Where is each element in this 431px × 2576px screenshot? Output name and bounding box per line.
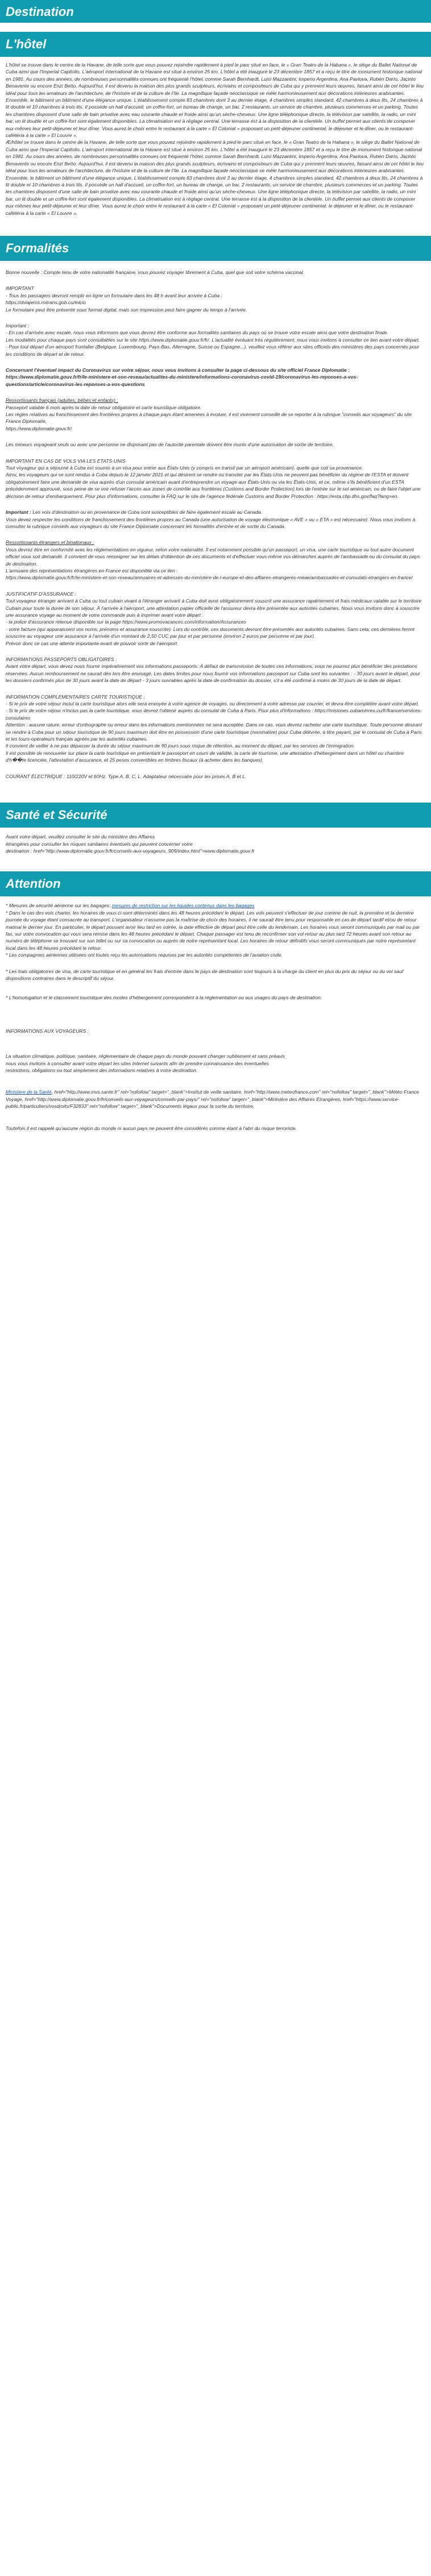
voyageurs-line: nous vous invitons à consulter avant votre départ les sites Internet suivants afin de prendre connaissance des éventuelles (6, 1060, 269, 1066)
important3-line: Vous devez respecter les conditions de franchissement des frontières propres au Canada (une autorisation de voyage électronique « AVE » ou « ETA » est nécessaire). Nous vous invitons à consulter la rubrique conseils aux voyageurs du site France Diplomatie concernant les formalités d'entrée et de sortie du Canada. (6, 516, 417, 529)
voyageurs-line: La situation climatique, politique, sanitaire, réglementaire de chaque pays du monde pouvant changer subitement et sans préavis (6, 1053, 285, 1060)
formalites-section (0, 261, 431, 780)
carte-line: - Si le prix de votre séjour inclut la carte touristique alors elle sera envoyée à votre agence de voyages, ou directement à votre adresse par courrier, et devra être complétée avant votre départ. (6, 701, 420, 707)
foreign-label: Ressortissants étrangers et binationaux : (6, 539, 94, 546)
sante-ministry-link[interactable]: Ministère de la Santé (6, 1089, 52, 1095)
carte-label: INFORMATION COMPLEMENTAIRES CARTE TOURISTIQUE : (6, 693, 145, 700)
important-line: - Tous les passagers devront remplir en ligne un formulaire dans les 48 h avant leur arrivée à Cuba : (6, 292, 222, 298)
justif-line: Tout voyageur étranger arrivant à Cuba ou tout cubain vivant à l'étranger arrivant à Cuba doit avoir obligatoirement souscrit une assurance rapatriement et frais médicaux valable sur le territoire Cubain pour toute la durée de son séjour. À l'arrivée à l'aéroport, une attestation papier officielle de l'assureur devra être présentée aux autorités cubaines. Nous vous invitons donc à souscrire une assurance voyage au moment de votre commande puis à imprimer avant votre départ : (6, 598, 423, 618)
sante-line: Avant votre départ, veuillez consulter le site du ministère des Affaires (6, 834, 155, 840)
attention-homologation: * L'homologation et le classement touristique des modes d'hébergement correspondent à la réglementation ou aux usages du pays de destination. (6, 995, 322, 1001)
carte-line: Il convient de veiller à ne pas dépasser la durée du séjour maximum de 90 jours sous risque de rétention, au moment du départ, par les services de l'immigration. (6, 743, 355, 749)
resident-link[interactable]: https://www.diplomatie.gouv.fr/. (6, 425, 73, 431)
important2-line: - Pour tout départ d'un aéroport frontalier (Belgique, Luxembourg, Pays-Bas, Allemagne, Suisse ou Espagne...), veuillez vous référer aux sites officiels des ministères des pays concernés pour les conditions de départ et de retour. (6, 344, 421, 357)
sante-section (0, 828, 431, 854)
foreign-line: Vous devrez être en conformité avec les réglementations en vigueur, selon votre nationalité. Il est notamment possible qu'un passeport, un visa, une carte touristique ou tout autre document officiel vous soit demandé. Il convient de vous renseigner sur les délais d'obtention de ces documents et d'effectuer vous-même vos démarches auprès de l'ambassade ou du consulat du pays de destination. (6, 546, 421, 567)
destination-banner (0, 0, 431, 23)
hotel-title: L'hôtel (6, 37, 47, 51)
attention-line: * Les compagnies aériennes utilisées ont toutes reçu les autorisations requises par les autorités compétentes de l'aviation civile. (6, 952, 283, 958)
foreign-link[interactable]: https://www.diplomatie.gouv.fr/fr/le-ministere-et-son-reseau/annuaires-et-adresses-du-ministere-de-l-europe-et-des-affaires-etrangeres-meae/ambassades-et-consulats-etrangers-en-france/ (6, 575, 413, 581)
important2-label: Important : (6, 322, 30, 329)
important-line: Le formulaire peut être présenté sous format digital, mais son impression peut faire gagner du temps à l'arrivée. (6, 306, 247, 313)
usa-line: Tout voyageur qui a séjourné à Cuba est soumis à un visa pour entrer aux États-Unis (y compris en transit par un aéroport américain), quelle que soit sa provenance. (6, 465, 363, 471)
important2-line: - En cas d'arrivée avec escale, nous vous informons que vous devrez être conforme aux formalités sanitaires du pays où se trouve votre escale ainsi que votre destination finale. (6, 330, 388, 336)
formalites-intro: Bonne nouvelle : Compte tenu de votre nationalité française, vous pouvez voyager librement à Cuba, quel que soit votre schéma vaccinal. (6, 269, 305, 275)
attention-bagages (6, 902, 425, 909)
foreign-line: L'annuaire des représentations étrangères en France est disponible via ce lien : (6, 567, 178, 574)
sante-line: étrangères pour consulter les risques sanitaires éventuels qui peuvent concerner votre (6, 841, 193, 847)
corona-line: Concernant l'éventuel impact du Coronavirus sur votre séjour, nous vous invitons à consulter la page ci-dessous du site officiel France Diplomatie : (6, 367, 350, 373)
courant-line: COURANT ÉLECTRIQUE : 110/220V et 60Hz. Type A, B, C, L. Adaptateur nécessaire pour les prises A, B et L. (6, 773, 247, 779)
resident-line: Passeport valable 6 mois après la date de retour obligatoire et carte touristique obligatoire. (6, 404, 202, 410)
resident-label: Ressortissants français (adultes, bébés et enfants) : (6, 397, 118, 404)
sante-banner (0, 803, 431, 828)
important3-line: Les voix d'destination ou en provenance de Cuba sont susceptibles de faire également escale au Canada. (32, 509, 263, 516)
carte-line: Il est possible de renouveler sur place la carte touristique en présentant le passeport en cours de validité, la carte de tourisme, une attestation d'hébergement dans un hôtel ou chambre d'h��te licenciée, l'attestation d'assurance, et 25 pesos convertibles en timbres fiscaux (à acheter dans les banques). (6, 750, 405, 763)
justif-label: JUSTIFICATIF D'ASSURANCE : (6, 591, 77, 597)
passport-line: Avant votre départ, vous devez nous fournir impérativement vos informations passeports. À défaut de transmission de toutes ces informations, vous ne pourrez plus bénéficier des prestations réservées. Aucun remboursement ne saurait dès lors être envisagé. Les dates limites pour nous fournir vos informations passeport sur Cuba sont les suivantes : - 30 jours avant le départ, pour les dossiers confirmés plus de 30 jours avant la date de départ - 3 jours ouvrables après la date de confirmation du dossier, s'il a été confirmé à moins de 30 jours de la date de départ. (6, 663, 422, 684)
corona-link[interactable]: https://www.diplomatie.gouv.fr/fr/le-ministere-et-son-reseau/actualites-du-ministere/informations-coronavirus-covid-19/coronavirus-les-reponses-a-vos-questions/article/coronavirus-les-reponses-a-vos-questions (6, 374, 358, 387)
formalites-title: Formalités (6, 240, 69, 255)
terrorism-line: Toutefois il est rappelé qu'aucune région du monde ni aucun pays ne peuvent être considérés comme étant à l'abri du risque terroriste. (6, 1125, 297, 1131)
attention-section (0, 896, 431, 1132)
minors-line: Les mineurs voyageant seuls ou avec une personne ne disposant pas de l'autorité parentale doivent être munis d'une autorisation de sortie de territoire. (6, 442, 334, 448)
sante-line: destination : href="http://www.diplomatie.gouv.fr/fr/conseils-aux-voyageurs_909/index.html">www.diplomatie.gouv.fr (6, 847, 255, 854)
important-link[interactable]: https://dviajeros.mitrans.gob.cu/inicio (6, 300, 86, 306)
carte-line: Attention : aucune rature, erreur d'orthographe ou erreur dans les informations mentionnées ne sera acceptée. Dans ce cas, vous devrez racheter une carte touristique. Toute personne désirant se rendre à Cuba pour un séjour touristique de 90 jours maximum doit être en possession d'une carte touristique (nominative) pour Cuba délivrée, à titre payant, par le consulat de Cuba à Paris et les tours-opérateurs français agréés par les autorités cubaines. (6, 722, 424, 742)
justif-line: - votre facture (qui apparaissent vos noms, prénoms et assurance souscrite). Lors du contrôle, ces documents devront être présentés aux autorités cubaines. Sans cela, ces dernières feront souscrire au voyageur une assurance à l'arrivée d'un montant de 2,50 CUC par jour et par personne (environ 2 euros par personne et par jour). (6, 626, 416, 639)
formalites-banner (0, 236, 431, 261)
resident-line: Les règles relatives au franchissement des frontières propres à chaque pays étant amenées à évoluer, il est vivement conseillé de se reporter à la rubrique "conseils aux voyageurs" du site France Diplomatie, (6, 412, 413, 425)
attention-line: * Dans le cas des vols charter, les horaires de vous ci-sont déterminés dans les 48 heures précédant le départ. Les vols peuvent s'effectuer de jour comme de nuit, la première et la dernière journée du voyage étant consacrée au transport. L'organisateur n'assume pas la maîtrise de choix des horaires, il ne saurait être tenu pour responsable en cas de départ tardif et/ou de retour matinal le dernier jour. En particulier, le départ pouvant avoir lieu tard en soirée, la date effective de départ peut être celle du lendemain. Les horaires vous seront communiqués par mail ou par fax, sur votre convocation qui vous sera remise dans les 48 heures précédant le départ. Chaque passager est tenu de reconfirmer son vol retour au plus tard 72 heures avant son retour au numéro de téléphone se trouvant sur son billet ou sur sa convocation ou auprès de notre représentant local. Les horaires de retour définitifs vous seront communiqués par notre représentant local dans les 48 heures précédant le retour. (6, 909, 421, 951)
destination-title: Destination (6, 5, 74, 19)
voyageurs-line: restrictions, obligations ou tout simplement des informations relatives à votre destination. (6, 1067, 198, 1073)
sites-line: , href="http://www.invs.sante.fr" rel="nofollow" target="_blank">Institut de veille sanitaire, href="http://www.meteofrance.com" rel="nofollow" target="_blank">Météo France Voyage, href="http://www.diplomatie.gouv.fr/fr/conseils-aux-voyageurs/conseils-par-pays/" rel="nofollow" target="_blank">Ministère des Affaires Étrangères, href="https://www.service-public.fr/particuliers/vosdroits/F32833" rel="nofollow" target="_blank">Documents légaux pour la sortie du territoire. (6, 1089, 421, 1110)
sante-title: Santé et Sécurité (6, 808, 107, 822)
sites-block (6, 1088, 425, 1110)
carte-line: - Si le prix de votre séjour n'inclus pas la carte touristique, vous devrez l'obtenir auprès du consulat de Cuba à Paris. Pour plus d'informations : https://misiones.cubaminrex.cu/fr/france/services-consulaires (6, 708, 422, 721)
bagages-link[interactable]: mesures de restriction sur les liquides contenus dans les bagages (111, 903, 255, 909)
hotel-paragraph: Æ/hôtel se trouve dans le centre de la Havane, de telle sorte que vous pouvez rejoindre rapidement à pied le parc situé en face, le « Gran Teatro de la Habana », le siège du Ballet National de Cuba ainsi que l'Imperial Capitolio. L'aéroport international de la Havane est situé à environ 25 km. L'hôtel a été inauguré le 23 décembre 1857 et a reçu le titre de monument historique national en 1981. Au cours des années, de nombreuses personnalités connues ont fréquenté l'hôtel, comme Sarah Bernhardt, Luisi Mazzantini, Imperio Argentina, Ana Pavlova, Rubén Darío, Jacinto Benavente ou encore Enzi Betto. Aujourd'hui, il est devenu la maison des plus grands sculpteurs, écrivains et compositeurs de Cuba qui y prennent leurs œuvres, faisant ainsi de cet hôtel le lieu idéal pour tous les amateurs de l'architecture, de l'histoire et de la culture de l'île. La magnifique façade néoclassique se mêle harmonieusement aux décorations intérieures arabisantes. Ensemble, le bâtiment un bâtiment d'une élégance unique. L'établissement compte 83 chambres dont 3 au dernier étage, 4 chambres simples standard, 42 chambres à deux lits, 24 chambres à lit double et 10 chambres à trois lits. Il possède un hall d'accueil, un coffre-fort, un bureau de change, un bar, 2 restaurants, un service de chambre, plusieurs commerces et un parking. Toutes les chambres disposent d'une salle de bain privative avec eau courante chaude et froide ainsi qu'un sèche-cheveux. Une ligne téléphonique directe, la télévision par satellite, la radio, un mini bar, un lit double et un coffre-fort sont également disponibles. La climatisation est à réglage central. Une terrasse est à la disposition de la clientèle. Un buffet permet aux clients de composer eux-mêmes leur petit-déjeuner et leur dîner. Vous aurez le choix entre le restaurant à la carte « El Colonial » proposant un petit-déjeuner continental, le déjeuner et le dîner, ou le restaurant-cafétéria à la carte « El Louvre ». (6, 139, 425, 216)
attention-title: Attention (6, 876, 61, 891)
usa-label: IMPORTANT EN CAS DE VOLS VIA LES ETATS-UNIS (6, 458, 126, 464)
important3-label: Important : (6, 509, 31, 516)
important-label: IMPORTANT (6, 285, 34, 292)
bagages-prefix: * Mesures de sécurité aérienne sur les bagages: (6, 903, 112, 909)
justif-line: Prévoir donc ce cas une attente importante avant de pouvoir sortir de l'aéroport. (6, 640, 179, 646)
usa-line: Ainsi, les voyageurs qui se sont rendus à Cuba depuis le 12 janvier 2021 et qui désirent se rendre ou transiter par les États-Unis ne peuvent pas bénéficier du régime de l'ESTA et doivent obligatoirement faire une demande de visa auprès d'un consulat américain avant d'entreprendre un voyage aux États-Unis ou via les États-Unis, et ce, même s'ils bénéficient d'un ESTA précédemment approuvé, sous peine de se voir refuser l'accès aux zones de contrôle aux frontières (Customs and Border Protection) lors de l'entrée sur le sol américain, ou de faire l'objet une décision de retour d'embarquement. Pour plus d'informations, consulter la FAQ sur le site de l'agence fédérale Customs and Border Protection : https://esta.cbp.dhs.gov/faq?lang=en. (6, 472, 422, 499)
important3-block (6, 509, 425, 516)
attention-frais: * Les trais obligatoires de visa, de carte touristique et en général les frais d'entrée dans le pays de destination sont toujours à la charge du client en plus du prix du séjour ou du vol sauf dispositions contraires dans le descriptif du séjour. (6, 968, 405, 981)
hotel-paragraph: L'hôtel se trouve dans le centre de la Havane, de telle sorte que vous pouvez rejoindre rapidement à pied le parc situé en face, le « Gran Teatro de la Habana », le siège du Ballet National de Cuba ainsi que l'Imperial Capitolio. L'aéroport international de la Havane est situé à environ 25 km. L'hôtel a été inauguré le 23 décembre 1857 et a reçu le titre de monument historique national en 1981. Au cours des années, de nombreuses personnalités connues ont fréquenté l'hôtel, comme Sarah Bernhardt, Luisi Mazzantini, Imperio Argentina, Ana Pavlova, Rubén Darío, Jacinto Benavente ou encore Enzi Betto. Aujourd'hui, il est devenu la maison des plus grands sculpteurs, écrivains et compositeurs de Cuba qui y prennent leurs œuvres, faisant ainsi de cet hôtel le lieu idéal pour tous les amateurs de l'architecture, de l'histoire et de la culture de l'île. La magnifique façade néoclassique se mêle harmonieusement aux décorations intérieures arabisantes. Ensemble, le bâtiment un bâtiment d'une élégance unique. L'établissement compte 83 chambres dont 3 au dernier étage, 4 chambres simples standard, 42 chambres à deux lits, 24 chambres à lit double et 10 chambres à trois lits. Il possède un hall d'accueil, un coffre-fort, un bureau de change, un bar, 2 restaurants, un service de chambre, plusieurs commerces et un parking. Toutes les chambres disposent d'une salle de bain privative avec eau courante chaude et froide ainsi qu'un sèche-cheveux. Une ligne téléphonique directe, la télévision par satellite, la radio, un mini bar, un lit double et un coffre-fort sont également disponibles. La climatisation est à réglage central. Une terrasse est à la disposition de la clientèle. Un buffet permet aux clients de composer eux-mêmes leur petit-déjeuner et leur dîner. Vous aurez le choix entre le restaurant à la carte « El Colonial » proposant un petit-déjeuner continental, le déjeuner et le dîner, ou le restaurant-cafétéria à la carte « El Louvre ». (6, 62, 425, 139)
hotel-banner (0, 32, 431, 57)
attention-banner (0, 871, 431, 896)
important2-line: Les modalités pour chaque pays sont consultables sur le site https://www.diplomatie.gouv.fr/fr/. L'actualité évoluant très régulièrement, nous vous invitons à consulter ce lien avant votre départ. (6, 336, 420, 343)
passport-label: INFORMATIONS PASSEPORTS OBLIGATOIRES : (6, 657, 117, 662)
hotel-section (0, 57, 431, 217)
justif-line: - la police d'assurance retenue disponible sur la page https://www.promovacances.com/information/Assurances (6, 619, 246, 625)
voyageurs-label: INFORMATIONS AUX VOYAGEURS : (6, 1028, 89, 1034)
